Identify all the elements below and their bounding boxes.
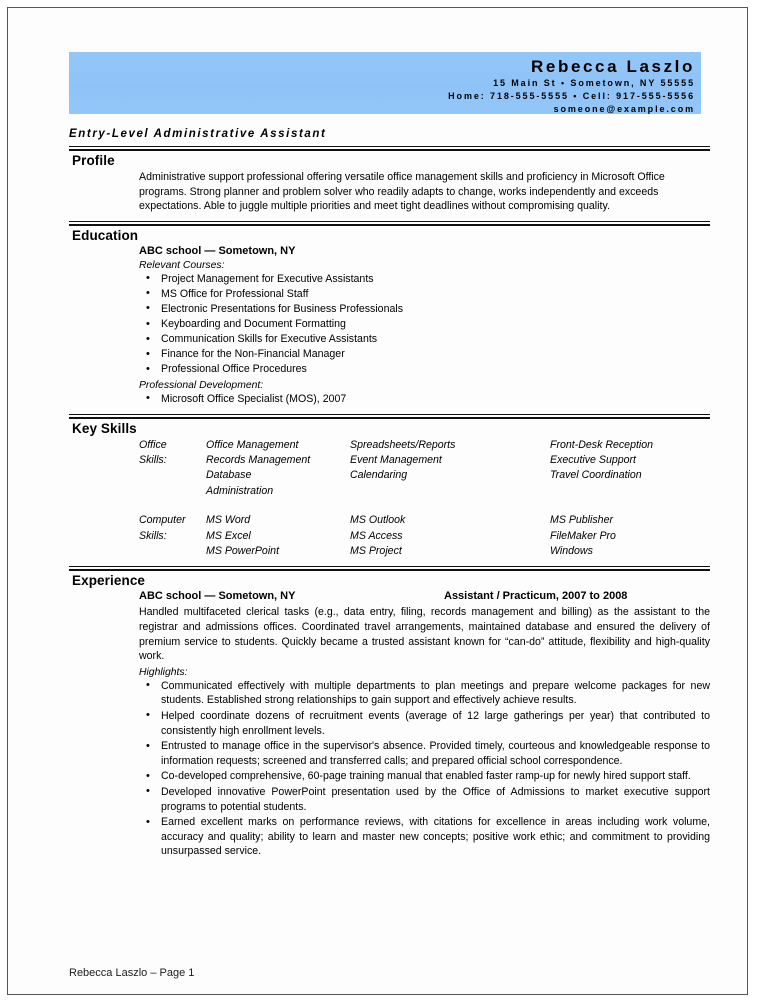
list-item [139, 272, 710, 287]
skills-group-label-spacer [139, 544, 206, 559]
education-school-name: ABC school — Sometown, NY [139, 244, 296, 257]
list-item [139, 332, 710, 347]
list-item [139, 769, 710, 784]
list-item [139, 347, 710, 362]
course-text: Professional Office Procedures [161, 363, 307, 376]
bullet-icon: • [146, 815, 150, 828]
highlight-text: Helped coordinate dozens of recruitment events (average of 12 large gatherings per year) that contributed to consistently high enrollment levels. [161, 709, 710, 737]
skill-cell: MS Project [350, 544, 402, 557]
bullet-icon: • [146, 785, 150, 798]
development-text: Microsoft Office Specialist (MOS), 2007 [161, 392, 347, 405]
skill-cell: MS PowerPoint [206, 544, 280, 557]
list-item [139, 287, 710, 302]
skill-cell: FileMaker Pro [550, 529, 616, 542]
bullet-icon: • [146, 362, 150, 375]
skill-cell: Event Management [350, 453, 442, 466]
skill-cell: Administration [206, 484, 274, 497]
skills-group-label-spacer [139, 468, 206, 483]
resume-page [7, 7, 748, 995]
skill-cell: Office Management [206, 438, 299, 451]
skill-cell: Spreadsheets/Reports [350, 438, 456, 451]
section-divider-education [69, 221, 710, 226]
candidate-name: Rebecca Laszlo [531, 57, 695, 76]
list-item [139, 785, 710, 814]
course-text: Finance for the Non-Financial Manager [161, 348, 345, 361]
page-footer: Rebecca Laszlo – Page 1 [69, 967, 195, 979]
list-item [139, 679, 710, 708]
skill-cell: Database [206, 469, 252, 482]
section-heading-profile: Profile [72, 153, 115, 168]
highlight-text: Developed innovative PowerPoint presentation used by the Office of Admissions to market executive support programs to potential students. [161, 785, 710, 813]
skill-cell: Executive Support [550, 453, 636, 466]
bullet-icon: • [146, 347, 150, 360]
highlight-text: Communicated effectively with multiple departments to plan meetings and prepare welcome packages for new students. Established strong relationships to gain support and effectively achieve results. [161, 679, 710, 707]
bullet-icon: • [146, 739, 150, 752]
experience-org: ABC school — Sometown, NY [139, 590, 296, 603]
list-item [139, 317, 710, 332]
course-text: Project Management for Executive Assistants [161, 272, 374, 285]
skills-row [139, 529, 710, 544]
section-heading-education: Education [72, 227, 139, 243]
bullet-icon: • [146, 332, 150, 345]
list-item [139, 392, 710, 407]
professional-development-label: Professional Development: [139, 379, 264, 391]
skills-row [139, 544, 710, 559]
section-divider-experience [69, 566, 710, 571]
experience-highlights-list [139, 679, 710, 859]
education-body [139, 245, 710, 407]
highlight-text: Entrusted to manage office in the supervisor's absence. Provided timely, courteous and knowledgeable response to information requests; screened and transferred calls; and prepared official school correspondence. [161, 740, 710, 767]
candidate-phones: Home: 718-555-5555 • Cell: 917-555-5556 [448, 91, 695, 101]
bullet-icon: • [146, 392, 150, 405]
skill-cell: MS Access [350, 529, 403, 542]
candidate-address: 15 Main St • Sometown, NY 55555 [493, 78, 695, 88]
relevant-courses-label: Relevant Courses: [139, 259, 225, 271]
list-item [139, 362, 710, 377]
course-text: Communication Skills for Executive Assistants [161, 333, 378, 346]
skills-group-label: Computer [139, 514, 186, 527]
skill-cell: Travel Coordination [550, 469, 642, 482]
skill-cell: MS Excel [206, 529, 251, 542]
bullet-icon: • [146, 769, 150, 782]
skill-cell: MS Word [206, 514, 251, 527]
experience-body [139, 590, 710, 859]
bullet-icon: • [146, 679, 150, 692]
bullet-icon: • [146, 709, 150, 722]
list-item [139, 709, 710, 738]
experience-role: Assistant / Practicum, 2007 to 2008 [444, 590, 628, 603]
skill-cell: Records Management [206, 453, 311, 466]
contact-header-banner [69, 52, 701, 114]
skill-cell: Front-Desk Reception [550, 438, 654, 451]
bullet-icon: • [146, 317, 150, 330]
skills-group-gap [139, 499, 710, 513]
skill-cell: Windows [550, 544, 593, 557]
section-divider-profile [69, 146, 710, 151]
list-item [139, 815, 710, 859]
resume-body [69, 146, 710, 860]
skills-group-label: Skills: [139, 529, 167, 542]
profile-body [139, 170, 710, 214]
skills-group-label-spacer [139, 484, 206, 499]
bullet-icon: • [146, 302, 150, 315]
professional-development-list [139, 392, 710, 407]
experience-entry-header [139, 590, 710, 602]
profile-text: Administrative support professional offering versatile office management skills and proficiency in Microsoft Office programs. Strong planner and problem solver who readily adapts to change, works independently and exceeds expectations. Able to juggle multiple priorities and meet tight deadlines without compromising quality. [139, 171, 665, 213]
skills-row [139, 453, 710, 468]
list-item [139, 739, 710, 768]
skill-cell [350, 484, 550, 499]
section-heading-key-skills: Key Skills [72, 420, 137, 436]
skill-cell: MS Publisher [550, 514, 613, 527]
course-text: Keyboarding and Document Formatting [161, 318, 346, 331]
skills-group-label: Office [139, 438, 167, 451]
skills-row [139, 468, 710, 483]
bullet-icon: • [146, 287, 150, 300]
education-school [139, 245, 710, 257]
highlight-text: Earned excellent marks on performance reviews, with citations for excellence in areas including work volume, accuracy and quality; ability to learn and master new concepts; positive work ethic; and commitment to providing unsurpassed service. [161, 816, 710, 858]
course-text: MS Office for Professional Staff [161, 287, 309, 300]
highlights-label: Highlights: [139, 666, 188, 678]
section-heading-experience: Experience [72, 573, 146, 589]
section-divider-key-skills [69, 414, 710, 419]
candidate-email: someone@example.com [553, 104, 695, 114]
skill-cell [550, 484, 710, 499]
skill-cell: Calendaring [350, 469, 408, 482]
course-text: Electronic Presentations for Business Professionals [161, 302, 404, 315]
list-item [139, 302, 710, 317]
job-title: Entry-Level Administrative Assistant [69, 128, 327, 140]
highlight-text: Co-developed comprehensive, 60-page training manual that enabled faster ramp-up for newly hired support staff. [161, 770, 691, 783]
skill-cell: MS Outlook [350, 514, 406, 527]
relevant-courses-list [139, 272, 710, 377]
skills-row [139, 484, 710, 499]
experience-summary: Handled multifaceted clerical tasks (e.g., data entry, filing, records management and billing) as the assistant to the registrar and admissions offices. Coordinated travel arrangements, maintained database and ensured the delivery of premium service to students. Quickly became a trusted assistant known for “can-do” attitude, flexibility and high-quality work. [139, 606, 710, 663]
skills-row [139, 513, 710, 528]
skills-row [139, 438, 710, 453]
key-skills-body [139, 438, 710, 560]
skills-group-label: Skills: [139, 453, 167, 466]
bullet-icon: • [146, 272, 150, 285]
